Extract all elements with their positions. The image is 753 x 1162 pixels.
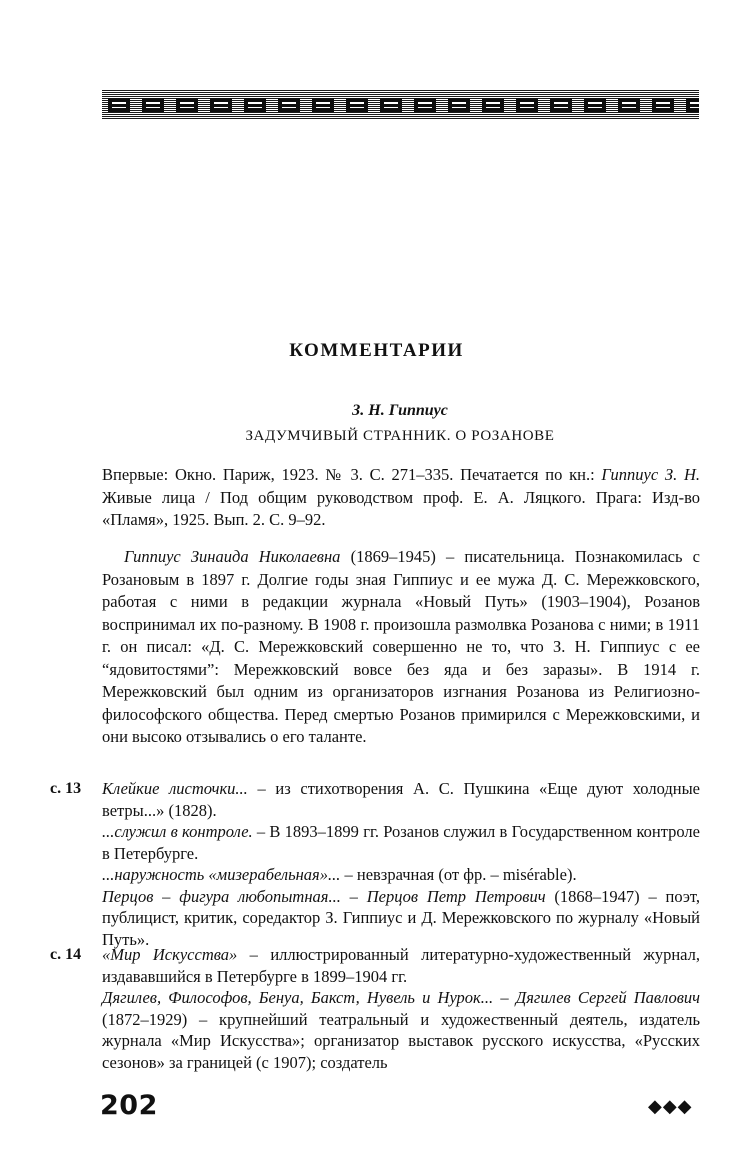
note-text: – невзрачная (от фр. – misérable). [340, 865, 577, 884]
bio-text: (1869–1945) – писательница. Познакомилась с Розановым в 1897 г. Долгие годы зная Гиппиус и ее мужа Д. С. Мережковского, работая с ними в редакции журнала «Новый Путь» (1903–1904), Розанов воспринимал их по-разному. В 1908 г. произошла размолвка Розанова с ними; в 1911 г. он писал: «Д. С. Мережковский совершенно не то, что З. Н. Гиппиус с ее “ядовитостями”: Мережковский вовсе без яда и без заразы». В 1914 г. Мережковский был одним из организаторов изгнания Розанова из Религиозно-философского общества. Перед смертью Розанов примирился с Мережковскими, и они высоко отзывались о его таланте. [102, 547, 700, 746]
notes-page-13 [50, 778, 700, 950]
note-lemma: Перцов – фигура любопытная... – Перцов Петр Петрович [102, 886, 546, 906]
bio-paragraph [102, 546, 700, 749]
page-number: 202 [100, 1090, 158, 1121]
essay-title: ЗАДУМЧИВЫЙ СТРАННИК. О РОЗАНОВЕ [245, 428, 555, 444]
note-lemma: ...наружность «мизерабельная»... [102, 865, 341, 884]
source-text-a: Впервые: Окно. Париж, 1923. № 3. С. 271–335. Печатается по кн.: [102, 465, 602, 484]
note-lemma: Клейкие листочки... [102, 779, 248, 798]
note-entry [102, 821, 700, 864]
footer-diamonds-icon: ◆◆◆ [648, 1096, 693, 1117]
note-entry [102, 886, 700, 951]
note-text: – иллюстрированный литературно-художественный журнал, издававшийся в Петербурге в 1899–1904 гг. [102, 945, 700, 986]
note-entry [102, 987, 700, 1073]
source-author-italic: Гиппиус З. Н. [601, 465, 700, 484]
page-reference: с. 13 [50, 780, 82, 797]
note-lemma: «Мир Искусства» [102, 945, 238, 964]
note-lemma: ...служил в контроле. [102, 822, 253, 841]
note-text: (1868–1947) – поэт, публицист, критик, соредактор З. Гиппиус и Д. Мережковского по журналу «Новый Путь». [102, 886, 701, 949]
note-text: – В 1893–1899 гг. Розанов служил в Государственном контроле в Петербурге. [102, 822, 700, 863]
note-lemma: Дягилев, Философов, Бенуа, Бакст, Нувель и Нурок... – Дягилев Сергей Павлович [102, 988, 700, 1007]
note-entry [102, 944, 700, 987]
notes-page-14 [50, 944, 700, 1073]
page-reference: с. 14 [50, 946, 82, 963]
note-entry [102, 778, 700, 821]
bio-name-italic: Гиппиус Зинаида Николаевна [124, 547, 341, 566]
source-text-b: Живые лица / Под общим руководством проф. Е. А. Ляцкого. Прага: Изд-во «Пламя», 1925. Вып. 2. С. 9–92. [102, 487, 700, 529]
page-title: КОММЕНТАРИИ [289, 340, 464, 361]
note-entry [102, 864, 700, 886]
note-text: (1872–1929) – крупнейший театральный и художественный деятель, издатель журнала «Мир Искусства»; организатор выставок русского искусства, «Русских сезонов» за границей (с 1907); создатель [102, 1009, 700, 1072]
source-paragraph [102, 464, 700, 532]
essay-author: З. Н. Гиппиус [352, 402, 448, 419]
note-text: – из стихотворения А. С. Пушкина «Еще дуют холодные ветры...» (1828). [102, 779, 700, 820]
header-ornament-band [102, 90, 699, 120]
